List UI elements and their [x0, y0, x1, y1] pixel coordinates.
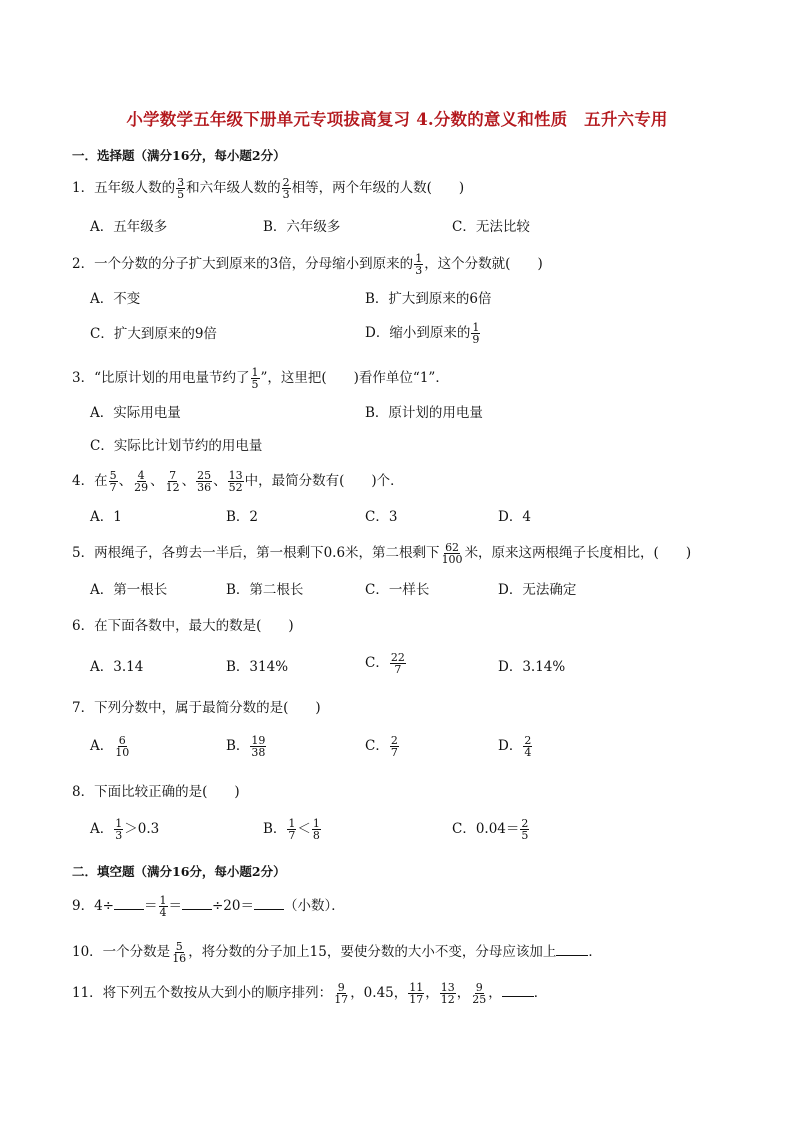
question-8: 8．下面比较正确的是( ) [72, 784, 240, 800]
fraction: $\frac{2}{4}$ [524, 734, 532, 759]
question-9: 9．4÷ ＝ $\frac{1}{4}$ ＝ ÷20＝ （小数）． [72, 894, 345, 919]
q1-option-c: C．无法比较 [452, 219, 530, 235]
answer-blank[interactable] [254, 895, 284, 910]
fraction: $\frac{22}{7}$ [390, 651, 405, 676]
q4-option-c: C．3 [365, 509, 398, 525]
fraction: $\frac{2}{3}$ [282, 176, 290, 201]
q7-option-b: B． $\frac{19}{38}$ [226, 734, 266, 759]
answer-blank[interactable] [502, 982, 534, 997]
question-2: 2．一个分数的分子扩大到原来的3倍，分母缩小到原来的 $\frac{1}{3}$ ，这个分数就( ) [72, 252, 543, 277]
fraction: $\frac{19}{38}$ [251, 734, 266, 759]
q5-option-d: D．无法确定 [498, 582, 577, 598]
fraction: $\frac{2}{7}$ [390, 734, 398, 759]
fraction: $\frac{13}{12}$ [440, 981, 455, 1006]
q1-option-a: A．五年级多 [90, 219, 168, 235]
fraction: $\frac{25}{36}$ [197, 469, 212, 494]
q5-option-b: B．第二根长 [226, 582, 304, 598]
fraction: $\frac{1}{8}$ [312, 817, 320, 842]
q3-option-c: C．实际比计划节约的用电量 [90, 438, 263, 454]
q4-option-d: D．4 [498, 509, 531, 525]
q7-option-a: A． $\frac{6}{10}$ [90, 734, 130, 759]
question-4: 4．在 $\frac{5}{7}$ 、 $\frac{4}{29}$ 、 $\frac{7}{12}$ 、 $\frac{25}{36}$ 、 $\frac{13}{52}$ 中，最简分数有( )个． [72, 469, 404, 494]
q3-option-a: A．实际用电量 [90, 405, 181, 421]
q4-option-a: A．1 [90, 509, 122, 525]
question-10: 10．一个分数是 $\frac{5}{16}$ ，将分数的分子加上15，要使分数的大小不变，分母应该加上 ． [72, 940, 602, 965]
fraction: $\frac{3}{5}$ [177, 176, 185, 201]
question-1: 1．五年级人数的 $\frac{3}{5}$ 和六年级人数的 $\frac{2}{3}$ 相等，两个年级的人数( ) [72, 176, 465, 201]
fraction: $\frac{11}{17}$ [409, 981, 424, 1006]
q1-option-b: B．六年级多 [263, 219, 341, 235]
q2-option-c: C．扩大到原来的9倍 [90, 326, 217, 342]
question-6: 6．在下面各数中，最大的数是( ) [72, 618, 294, 634]
fraction: $\frac{5}{16}$ [172, 940, 187, 965]
fraction: $\frac{9}{17}$ [334, 981, 349, 1006]
fraction: $\frac{1}{4}$ [159, 894, 167, 919]
fraction: $\frac{13}{52}$ [228, 469, 243, 494]
q8-option-b: B． $\frac{1}{7}$ ＜ $\frac{1}{8}$ [263, 817, 320, 842]
fraction: $\frac{2}{5}$ [521, 817, 529, 842]
fraction: $\frac{4}{29}$ [134, 469, 149, 494]
fraction: $\frac{9}{25}$ [472, 981, 487, 1006]
q8-option-a: A． $\frac{1}{3}$ ＞0.3 [90, 817, 160, 842]
fraction: $\frac{1}{7}$ [288, 817, 296, 842]
fraction: $\frac{6}{10}$ [115, 734, 130, 759]
q5-option-c: C．一样长 [365, 582, 430, 598]
q6-option-d: D．3.14% [498, 659, 566, 675]
q2-option-a: A．不变 [90, 291, 141, 307]
q2-option-d: D．缩小到原来的 $\frac{1}{9}$ [365, 321, 480, 346]
q6-option-a: A．3.14 [90, 659, 144, 675]
fraction: $\frac{5}{7}$ [109, 469, 117, 494]
q2-option-b: B．扩大到原来的6倍 [365, 291, 492, 307]
fraction: $\frac{7}{12}$ [165, 469, 180, 494]
fraction: $\frac{1}{3}$ [115, 817, 123, 842]
q6-option-b: B．314% [226, 659, 289, 675]
q6-option-c: C． $\frac{22}{7}$ [365, 651, 405, 676]
fraction: $\frac{62}{100}$ [441, 541, 463, 566]
fraction: $\frac{1}{9}$ [472, 321, 480, 346]
q7-option-d: D． $\frac{2}{4}$ [498, 734, 532, 759]
fraction: $\frac{1}{5}$ [251, 366, 259, 391]
q3-option-b: B．原计划的用电量 [365, 405, 483, 421]
question-7: 7．下列分数中，属于最简分数的是( ) [72, 700, 321, 716]
question-3: 3．“比原计划的用电量节约了 $\frac{1}{5}$ ”，这里把( )看作单位“1”． [72, 366, 449, 391]
q7-option-c: C． $\frac{2}{7}$ [365, 734, 398, 759]
page-title: 小学数学五年级下册单元专项拔高复习 4.分数的意义和性质 五升六专用 [126, 110, 668, 129]
answer-blank[interactable] [114, 895, 144, 910]
answer-blank[interactable] [182, 895, 212, 910]
q5-option-a: A．第一根长 [90, 582, 168, 598]
answer-blank[interactable] [556, 941, 588, 956]
question-5: 5．两根绳子，各剪去一半后，第一根剩下0.6米，第二根剩下 $\frac{62}{100}$ 米，原来这两根绳子长度相比，( ) [72, 541, 692, 566]
section-heading-fill: 二．填空题（满分16分，每小题2分） [72, 864, 286, 879]
question-11: 11．将下列五个数按从大到小的顺序排列： $\frac{9}{17}$ ，0.45， $\frac{11}{17}$ ， $\frac{13}{12}$ ， $\frac{9}{25}$ ， ． [72, 981, 548, 1006]
q4-option-b: B．2 [226, 509, 259, 525]
fraction: $\frac{1}{3}$ [415, 252, 423, 277]
section-heading-choice: 一．选择题（满分16分，每小题2分） [72, 148, 286, 163]
q8-option-c: C．0.04＝ $\frac{2}{5}$ [452, 817, 529, 842]
